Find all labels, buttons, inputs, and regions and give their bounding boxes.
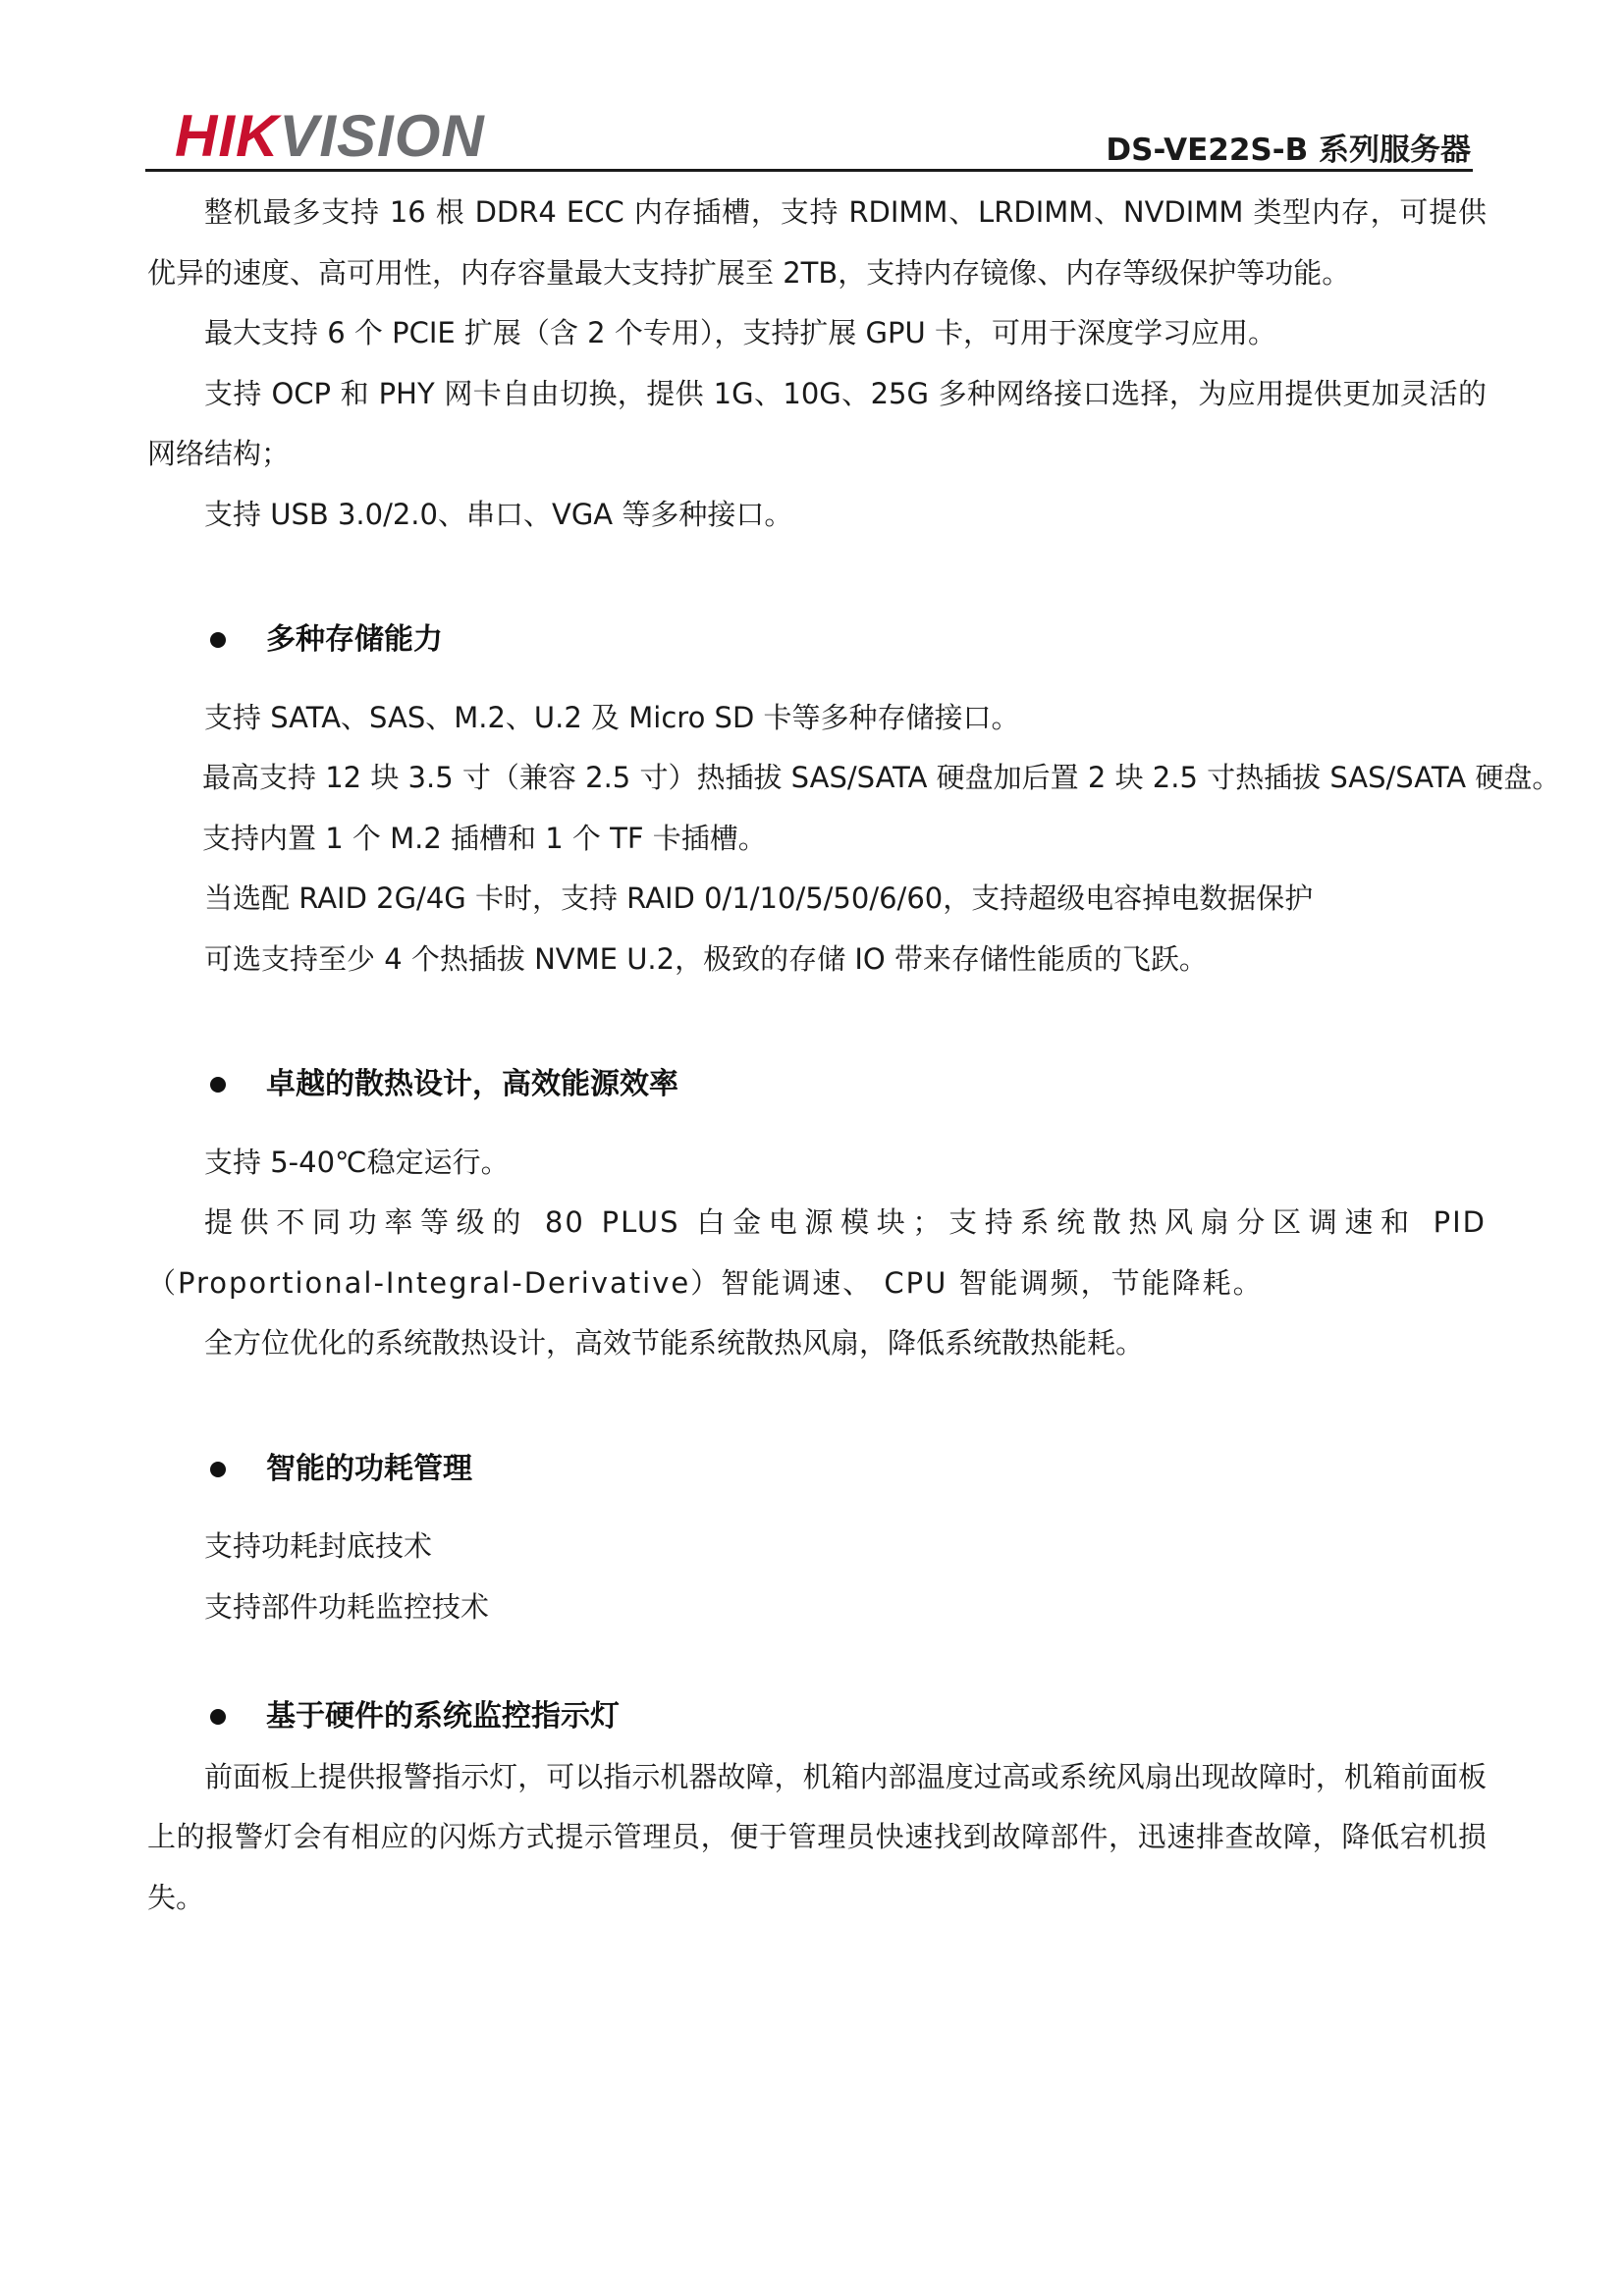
power-line: 支持部件功耗监控技术 bbox=[204, 1589, 490, 1624]
heading-text: 多种存储能力 bbox=[266, 622, 443, 657]
storage-line: 当选配 RAID 2G/4G 卡时，支持 RAID 0/1/10/5/50/6/60，支持超级电容掉电数据保护 bbox=[204, 881, 1314, 915]
power-line: 支持功耗封底技术 bbox=[204, 1529, 433, 1563]
memory-paragraph: 整机最多支持 16 根 DDR4 ECC 内存插槽，支持 RDIMM、LRDIMM、NVDIMM 类型内存，可提供优异的速度、高可用性，内存容量最大支持扩展至 2TB，支持内存镜像、内存等级保护等功能。 bbox=[147, 195, 1487, 290]
section-heading-monitoring bbox=[147, 1686, 1487, 1747]
storage-line: 支持内置 1 个 M.2 插槽和 1 个 TF 卡插槽。 bbox=[202, 821, 767, 855]
section-heading-cooling bbox=[147, 1054, 1487, 1115]
psu-paragraph: 提供不同功率等级的 80 PLUS 白金电源模块；支持系统散热风扇分区调速和 PID（Proportional-Integral-Derivative）智能调速、 CPU 智能调频，节能降耗。 bbox=[147, 1205, 1487, 1300]
usb-line: 支持 USB 3.0/2.0、串口、VGA 等多种接口。 bbox=[204, 497, 793, 531]
heading-text: 智能的功耗管理 bbox=[266, 1451, 472, 1486]
header-divider bbox=[145, 169, 1473, 172]
storage-line: 最高支持 12 块 3.5 寸（兼容 2.5 寸）热插拔 SAS/SATA 硬盘加后置 2 块 2.5 寸热插拔 SAS/SATA 硬盘。 bbox=[202, 761, 1561, 794]
section-spacer bbox=[147, 545, 1487, 610]
section-heading-power bbox=[147, 1439, 1487, 1500]
section-heading-storage bbox=[147, 610, 1487, 670]
pcie-line: 最大支持 6 个 PCIE 扩展（含 2 个专用），支持扩展 GPU 卡，可用于深度学习应用。 bbox=[204, 316, 1276, 349]
page-header bbox=[145, 103, 1471, 172]
storage-line: 可选支持至少 4 个热插拔 NVME U.2，极致的存储 IO 带来存储性能质的飞跃。 bbox=[204, 941, 1208, 976]
cooling-line: 全方位优化的系统散热设计，高效节能系统散热风扇，降低系统散热能耗。 bbox=[204, 1326, 1145, 1360]
section-spacer bbox=[147, 1499, 1487, 1517]
cooling-line: 支持 5-40℃稳定运行。 bbox=[204, 1145, 510, 1179]
document-title: DS-VE22S-B 系列服务器 bbox=[1106, 133, 1471, 168]
heading-text: 基于硬件的系统监控指示灯 bbox=[266, 1699, 620, 1734]
section-spacer bbox=[147, 1637, 1487, 1686]
bullet-icon bbox=[210, 1077, 226, 1093]
bullet-icon bbox=[210, 1709, 226, 1725]
network-paragraph: 支持 OCP 和 PHY 网卡自由切换，提供 1G、10G、25G 多种网络接口选择，为应用提供更加灵活的网络结构； bbox=[147, 376, 1487, 470]
monitoring-paragraph: 前面板上提供报警指示灯，可以指示机器故障，机箱内部温度过高或系统风扇出现故障时，机箱前面板上的报警灯会有相应的闪烁方式提示管理员，便于管理员快速找到故障部件，迅速排查故障，降低宕机损失。 bbox=[147, 1759, 1487, 1914]
document-body bbox=[147, 183, 1561, 1928]
section-spacer bbox=[147, 1374, 1487, 1439]
section-spacer bbox=[147, 989, 1487, 1054]
bullet-icon bbox=[210, 1462, 226, 1477]
heading-text: 卓越的散热设计，高效能源效率 bbox=[266, 1067, 678, 1101]
section-spacer bbox=[147, 670, 1487, 688]
hikvision-logo bbox=[175, 103, 485, 169]
section-spacer bbox=[147, 1115, 1487, 1133]
storage-line: 支持 SATA、SAS、M.2、U.2 及 Micro SD 卡等多种存储接口。 bbox=[204, 700, 1020, 734]
logo-vision-text: VISION bbox=[279, 103, 485, 169]
bullet-icon bbox=[210, 632, 226, 648]
logo-hik-text: HIK bbox=[175, 103, 280, 169]
